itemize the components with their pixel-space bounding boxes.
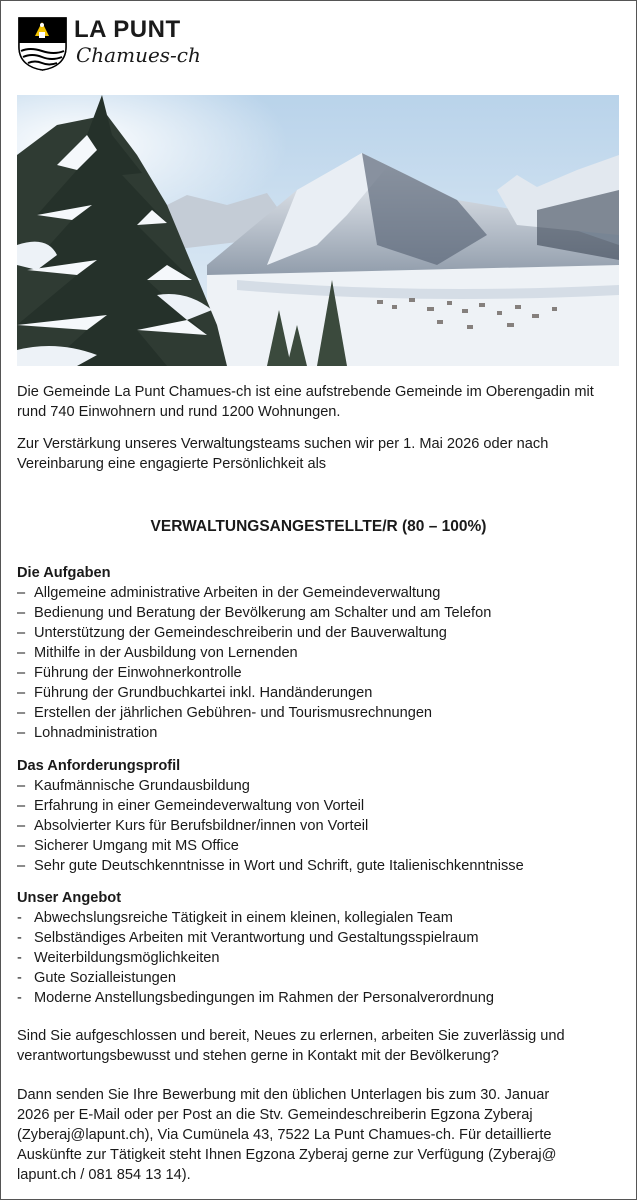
list-item: - Weiterbildungsmöglichkeiten <box>17 950 220 966</box>
text-line: Auskünfte zur Tätigkeit steht Ihnen Egzona Zyberaj gerne zur Verfügung (Zyberaj@ <box>17 1147 557 1163</box>
logo-title: LA PUNT <box>74 16 181 43</box>
intro-paragraph-2: Zur Verstärkung unseres Verwaltungsteams suchen wir per 1. Mai 2026 oder nach Vereinbarung eine engagierte Persönlichkeit als <box>17 436 549 472</box>
section-offer <box>17 888 620 1008</box>
list-item: – Führung der Einwohnerkontrolle <box>17 665 242 681</box>
section-requirements <box>17 756 620 876</box>
logo <box>18 17 201 71</box>
list-item: – Unterstützung der Gemeindeschreiberin und der Bauverwaltung <box>17 625 447 641</box>
list-item: - Selbständiges Arbeiten mit Verantwortung und Gestaltungsspielraum <box>17 930 479 946</box>
list-item: – Sicherer Umgang mit MS Office <box>17 838 239 854</box>
list-item: – Kaufmännische Grundausbildung <box>17 778 250 794</box>
list-item: – Erfahrung in einer Gemeindeverwaltung von Vorteil <box>17 798 365 814</box>
coat-of-arms-icon <box>18 17 67 71</box>
text-line: 2026 per E-Mail oder per Post an die Stv. Gemeindeschreiberin Egzona Zyberaj <box>17 1107 533 1123</box>
list-item: – Sehr gute Deutschkenntnisse in Wort und Schrift, gute Italienischkenntnisse <box>17 858 524 874</box>
text-line: Dann senden Sie Ihre Bewerbung mit den üblichen Unterlagen bis zum 30. Januar <box>17 1087 550 1103</box>
section-heading: Das Anforderungsprofil <box>17 758 181 774</box>
logo-subtitle: Chamues-ch <box>76 43 201 67</box>
closing-question: Sind Sie aufgeschlossen und bereit, Neues zu erlernen, arbeiten Sie zuverlässig und verantwortungsbewusst und stehen gerne in Kontakt mit der Bevölkerung? <box>17 1028 565 1064</box>
list-item: – Mithilfe in der Ausbildung von Lernenden <box>17 645 298 661</box>
intro-paragraph-1: Die Gemeinde La Punt Chamues-ch ist eine aufstrebende Gemeinde im Oberengadin mit rund 740 Einwohnern und rund 1200 Wohnungen. <box>17 384 594 420</box>
job-title: VERWALTUNGSANGESTELLTE/R (80 – 100%) <box>150 518 487 535</box>
list-item: – Lohnadministration <box>17 725 158 741</box>
list-item: - Moderne Anstellungsbedingungen im Rahmen der Personalverordnung <box>17 990 495 1006</box>
text-line: (Zyberaj@lapunt.ch), Via Cumünela 43, 7522 La Punt Chamues-ch. Für detaillierte <box>17 1127 552 1143</box>
list-item: – Erstellen der jährlichen Gebühren- und Tourismusrechnungen <box>17 705 433 721</box>
list-item: – Bedienung und Beratung der Bevölkerung am Schalter und am Telefon <box>17 605 492 621</box>
list-item: – Absolvierter Kurs für Berufsbildner/innen von Vorteil <box>17 818 369 834</box>
list-item: – Führung der Grundbuchkartei inkl. Handänderungen <box>17 685 373 701</box>
header-photo <box>17 95 619 366</box>
application-instructions <box>17 1085 620 1185</box>
section-heading: Die Aufgaben <box>17 565 111 581</box>
winter-mountain-landscape-icon <box>17 95 619 366</box>
section-tasks <box>17 563 620 743</box>
list-item: - Abwechslungsreiche Tätigkeit in einem kleinen, kollegialen Team <box>17 910 453 926</box>
list-item: - Gute Sozialleistungen <box>17 970 176 986</box>
text-line: lapunt.ch / 081 854 13 14). <box>17 1167 191 1183</box>
list-item: – Allgemeine administrative Arbeiten in der Gemeindeverwaltung <box>17 585 441 601</box>
section-heading: Unser Angebot <box>17 890 122 906</box>
